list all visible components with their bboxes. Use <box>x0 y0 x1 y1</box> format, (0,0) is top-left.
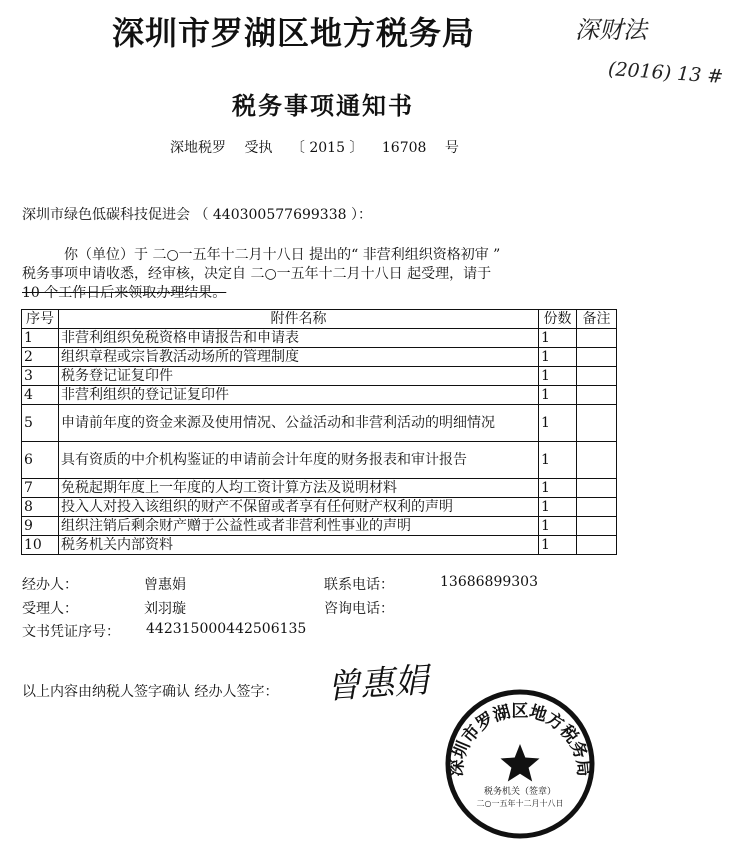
row-name: 非营利组织免税资格申请报告和申请表 <box>59 329 539 348</box>
handwritten-reference: (2016) 13 # <box>607 58 724 88</box>
doc-title: 税务事项通知书 <box>232 91 414 120</box>
row-count: 1 <box>539 536 577 555</box>
row-name: 组织注销后剩余财产赠于公益性或者非营利性事业的声明 <box>59 517 539 536</box>
row-count: 1 <box>539 479 577 498</box>
confirmation-text: 以上内容由纳税人签字确认 经办人签字： <box>22 684 279 700</box>
seal-ring-text: 深圳市罗湖区地方税务局 <box>446 701 594 778</box>
row-name: 税务机关内部资料 <box>59 536 539 555</box>
table-row <box>22 367 617 386</box>
table-row <box>22 517 617 536</box>
doc-number-type: 受执 <box>244 140 273 156</box>
handler-name: 曾惠娟 <box>144 577 186 593</box>
table-header-row <box>22 310 617 329</box>
row-name: 具有资质的中介机构鉴证的申请前会计年度的财务报表和审计报告 <box>59 442 539 479</box>
col-header-note: 备注 <box>577 310 617 329</box>
row-note <box>577 479 617 498</box>
receiver-label: 受理人： <box>22 601 78 617</box>
row-note <box>577 517 617 536</box>
row-note <box>577 367 617 386</box>
table-row <box>22 442 617 479</box>
paragraph-line-2: 税务事项申请收悉，经审核，决定自 二○一五年十二月十八日 起受理，请于 <box>22 266 492 282</box>
row-note <box>577 329 617 348</box>
doc-number-year: 〔 2015 〕 <box>290 140 364 156</box>
table-row <box>22 498 617 517</box>
paragraph-line-1: 你（单位）于 二○一五年十二月十八日 提出的“ 非营利组织资格初审 ” <box>64 247 501 263</box>
row-note <box>577 386 617 405</box>
row-count: 1 <box>539 442 577 479</box>
row-note <box>577 405 617 442</box>
row-count: 1 <box>539 498 577 517</box>
row-no: 6 <box>22 442 59 479</box>
row-no: 3 <box>22 367 59 386</box>
table-row <box>22 405 617 442</box>
table-row <box>22 348 617 367</box>
row-count: 1 <box>539 367 577 386</box>
row-no: 4 <box>22 386 59 405</box>
row-count: 1 <box>539 517 577 536</box>
row-no: 1 <box>22 329 59 348</box>
doc-number-value: 16708 <box>381 140 427 156</box>
seal-inner-text: 税务机关（签章） <box>483 787 557 797</box>
phone-label: 联系电话： <box>324 577 394 593</box>
org-title: 深圳市罗湖区地方税务局 <box>112 14 476 52</box>
attachment-table <box>21 309 617 555</box>
doc-number-prefix: 深地税罗 <box>170 140 226 156</box>
col-header-name: 附件名称 <box>59 310 539 329</box>
col-header-count: 份数 <box>539 310 577 329</box>
serial-value: 442315000442506135 <box>146 621 307 637</box>
notice-paragraph <box>22 246 632 303</box>
row-name: 税务登记证复印件 <box>59 367 539 386</box>
row-count: 1 <box>539 405 577 442</box>
row-note <box>577 348 617 367</box>
row-name: 组织章程或宗旨教活动场所的管理制度 <box>59 348 539 367</box>
handler-label: 经办人： <box>22 577 78 593</box>
row-name: 申请前年度的资金来源及使用情况、公益活动和非营利活动的明细情况 <box>59 405 539 442</box>
row-note <box>577 536 617 555</box>
table-row <box>22 536 617 555</box>
row-note <box>577 498 617 517</box>
row-count: 1 <box>539 348 577 367</box>
row-name: 免税起期年度上一年度的人均工资计算方法及说明材料 <box>59 479 539 498</box>
row-no: 2 <box>22 348 59 367</box>
recipient: 深圳市绿色低碳科技促进会 （ 440300577699338 ）： <box>22 207 372 223</box>
inquiry-phone-label: 咨询电话： <box>324 601 394 617</box>
paragraph-line-struck: 10 个工作日后来领取办理结果。 <box>22 285 227 301</box>
star-icon <box>501 744 540 782</box>
doc-number <box>170 137 473 157</box>
row-no: 8 <box>22 498 59 517</box>
handwritten-note: 深财法 <box>575 16 647 44</box>
receiver-name: 刘羽璇 <box>144 601 186 617</box>
table-row <box>22 329 617 348</box>
row-no: 5 <box>22 405 59 442</box>
row-count: 1 <box>539 329 577 348</box>
doc-number-suffix: 号 <box>444 140 459 156</box>
official-seal <box>444 688 596 840</box>
row-no: 7 <box>22 479 59 498</box>
serial-label: 文书凭证序号： <box>22 624 120 640</box>
seal-date: 二○一五年十二月十八日 <box>476 799 564 808</box>
row-no: 9 <box>22 517 59 536</box>
row-no: 10 <box>22 536 59 555</box>
row-name: 投入人对投入该组织的财产不保留或者享有任何财产权利的声明 <box>59 498 539 517</box>
row-name: 非营利组织的登记证复印件 <box>59 386 539 405</box>
table-row <box>22 479 617 498</box>
row-count: 1 <box>539 386 577 405</box>
row-note <box>577 442 617 479</box>
col-header-no: 序号 <box>22 310 59 329</box>
phone-value: 13686899303 <box>440 574 538 590</box>
handler-signature: 曾惠娟 <box>324 660 430 708</box>
table-row <box>22 386 617 405</box>
